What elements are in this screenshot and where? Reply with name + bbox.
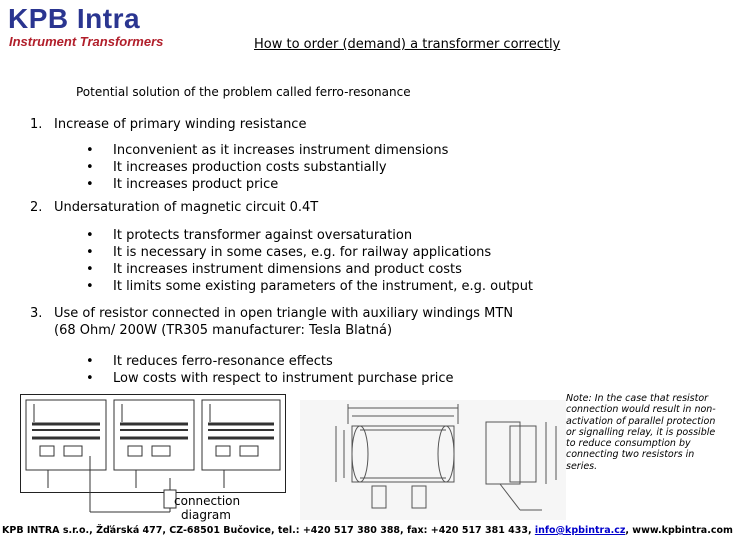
list-item-text: It protects transformer against oversaturation: [113, 228, 413, 243]
footer-website: , www.kpbintra.com: [625, 525, 733, 536]
section-1-title: Increase of primary winding resistance: [54, 117, 307, 132]
section-3-title-cont: (68 Ohm/ 200W (TR305 manufacturer: Tesla Blatná): [54, 323, 393, 338]
diagram-caption-line-2: diagram: [181, 508, 231, 522]
bullet-icon: •: [86, 177, 94, 192]
bullet-icon: •: [86, 354, 94, 369]
footer-email-link[interactable]: info@kpbintra.cz: [534, 525, 626, 536]
bullet-icon: •: [86, 228, 94, 243]
bullet-icon: •: [86, 160, 94, 175]
list-item-text: It increases production costs substantially: [113, 160, 387, 175]
list-item-text: It is necessary in some cases, e.g. for railway applications: [113, 245, 492, 260]
resistor-drawing-image: [300, 400, 566, 520]
list-item-text: It increases product price: [113, 177, 279, 192]
connection-diagram-image: [20, 394, 286, 518]
section-2-number: 2.: [30, 200, 43, 215]
company-logo-subtitle: Instrument Transformers: [9, 34, 164, 49]
section-subtitle: Potential solution of the problem called ferro-resonance: [76, 85, 411, 99]
note-text: Note: In the case that resistor connection would result in non-activation of parallel protection or signalling relay, it is possible to reduce consumption by connecting two resistors in series.: [566, 393, 716, 472]
section-1-number: 1.: [30, 117, 43, 132]
company-logo-text: KPB Intra: [8, 3, 141, 34]
section-3-title: Use of resistor connected in open triangle with auxiliary windings MTN: [54, 306, 514, 321]
list-item-text: Inconvenient as it increases instrument dimensions: [113, 143, 449, 158]
bullet-icon: •: [86, 143, 94, 158]
diagram-caption: [174, 494, 241, 522]
bullet-icon: •: [86, 371, 94, 386]
bullet-icon: •: [86, 262, 94, 277]
list-item-text: It limits some existing parameters of the instrument, e.g. output: [113, 279, 534, 294]
section-2-title: Undersaturation of magnetic circuit 0.4T: [54, 200, 319, 215]
footer-address: KPB INTRA s.r.o., Žďárská 477, CZ-68501 Bučovice, tel.: +420 517 380 388, fax: +420 517 381 433,: [2, 525, 535, 536]
section-3-number: 3.: [30, 306, 43, 321]
bullet-icon: •: [86, 245, 94, 260]
footer-contact: [2, 525, 733, 537]
diagram-caption-line-1: connection: [174, 494, 241, 508]
list-item-text: It increases instrument dimensions and product costs: [113, 262, 462, 277]
list-item-text: Low costs with respect to instrument purchase price: [113, 371, 454, 386]
page-title: How to order (demand) a transformer correctly: [254, 37, 561, 52]
bullet-icon: •: [86, 279, 94, 294]
list-item-text: It reduces ferro-resonance effects: [113, 354, 333, 369]
